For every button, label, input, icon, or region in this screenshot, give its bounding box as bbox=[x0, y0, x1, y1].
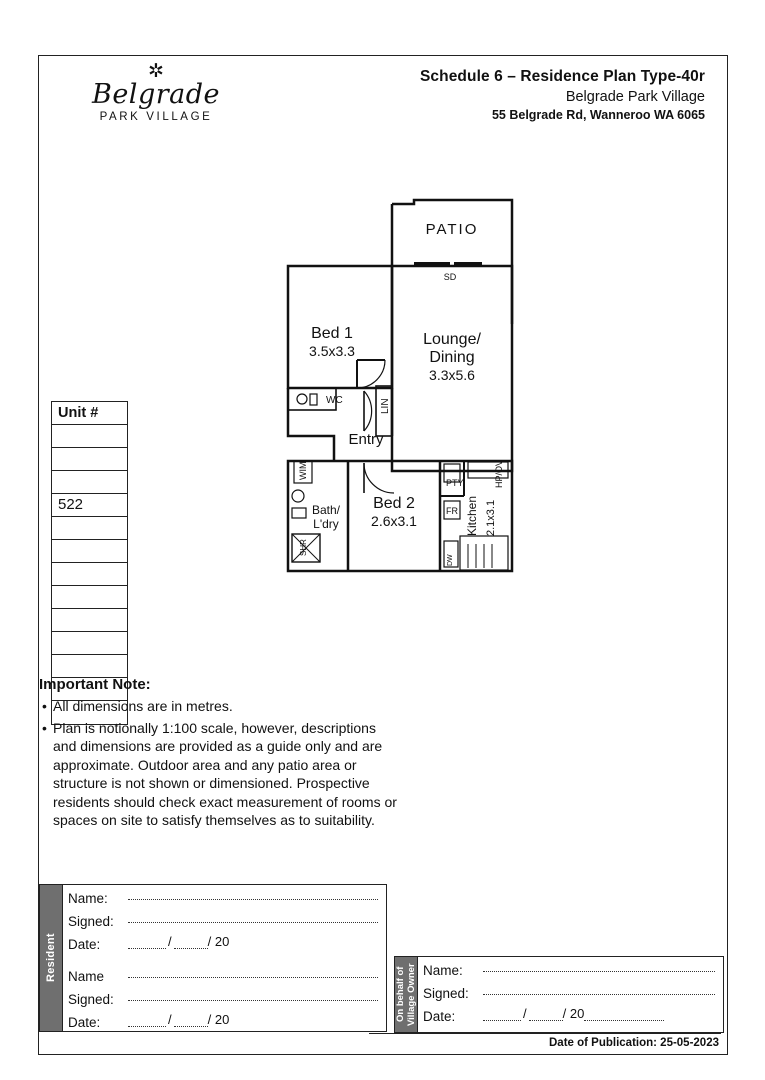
dw-label: DW bbox=[447, 554, 454, 566]
shr-label: SHR bbox=[299, 539, 308, 556]
flower-icon: ✲ bbox=[148, 61, 164, 82]
name-label-plain: Name bbox=[68, 969, 105, 984]
belgrade-logo bbox=[61, 61, 251, 123]
footer-divider bbox=[369, 1033, 721, 1034]
unit-table-row bbox=[52, 425, 127, 448]
date-day-field[interactable] bbox=[128, 1026, 166, 1027]
floor-plan bbox=[254, 196, 544, 596]
lounge-dims: 3.3x5.6 bbox=[429, 367, 475, 383]
dining-label: Dining bbox=[429, 349, 475, 366]
date-year-label: / 20 bbox=[207, 934, 230, 949]
name-label: Name: bbox=[423, 963, 463, 978]
logo-wordmark: Belgrade bbox=[91, 79, 220, 110]
laundry-label: L'dry bbox=[313, 517, 339, 531]
lounge-label: Lounge/ bbox=[423, 331, 481, 348]
date-month-field[interactable] bbox=[174, 1026, 208, 1027]
unit-table-row-selected: 522 bbox=[52, 494, 127, 517]
owner-tab-label: On behalf of Village Owner bbox=[395, 963, 417, 1026]
witness-name-field[interactable] bbox=[128, 977, 378, 978]
unit-table-row bbox=[52, 563, 127, 586]
bed1-label: Bed 1 bbox=[311, 325, 353, 342]
bullet-icon: • bbox=[42, 719, 47, 736]
bed1-dims: 3.5x3.3 bbox=[309, 343, 355, 359]
bath-label: Bath/ bbox=[311, 503, 341, 517]
owner-date-row bbox=[423, 1006, 715, 1032]
witness-date-field[interactable] bbox=[128, 1012, 378, 1027]
wc-label: WC bbox=[326, 395, 343, 406]
witness-name-row bbox=[68, 969, 378, 992]
patio-label: PATIO bbox=[425, 221, 479, 238]
publication-date: Date of Publication: 25-05-2023 bbox=[549, 1037, 719, 1049]
lin-label: LIN bbox=[380, 398, 391, 414]
owner-signed-field[interactable] bbox=[483, 994, 715, 995]
owner-name-row bbox=[423, 963, 715, 986]
note-item bbox=[42, 697, 399, 716]
resident-signature-block bbox=[39, 884, 387, 1032]
sd-label: SD bbox=[443, 272, 457, 282]
date-label: Date: bbox=[68, 1015, 101, 1030]
note-list bbox=[39, 697, 399, 830]
unit-table-row bbox=[52, 655, 127, 678]
entry-label: Entry bbox=[348, 431, 384, 448]
note-item bbox=[42, 719, 399, 830]
witness-date-row bbox=[68, 1012, 378, 1038]
hp-ov-label: HP/OV bbox=[494, 459, 504, 488]
logo-subtitle: PARK VILLAGE bbox=[99, 111, 213, 123]
owner-date-field[interactable] bbox=[483, 1006, 715, 1021]
date-label: Date: bbox=[423, 1009, 456, 1024]
resident-date-field[interactable] bbox=[128, 934, 378, 949]
owner-signature-rows bbox=[423, 963, 715, 1032]
document-header bbox=[39, 56, 727, 151]
date-year-label: / 20 bbox=[562, 1006, 585, 1021]
bed2-label: Bed 2 bbox=[373, 495, 415, 512]
header-title-block bbox=[420, 68, 705, 122]
unit-table-row bbox=[52, 609, 127, 632]
date-trailing-field[interactable] bbox=[584, 1020, 664, 1021]
date-month-field[interactable] bbox=[529, 1020, 563, 1021]
unit-table-row bbox=[52, 586, 127, 609]
owner-name-field[interactable] bbox=[483, 971, 715, 972]
resident-tab-label: Resident bbox=[45, 933, 57, 983]
date-slash: / bbox=[523, 1006, 527, 1021]
unit-table-row bbox=[52, 471, 127, 494]
signed-label: Signed: bbox=[68, 914, 114, 929]
unit-table-row bbox=[52, 632, 127, 655]
bed2-dims: 2.6x3.1 bbox=[371, 513, 417, 529]
signature-spacer bbox=[68, 960, 378, 969]
signed-label: Signed: bbox=[68, 992, 114, 1007]
owner-signature-block bbox=[394, 956, 724, 1033]
resident-name-field[interactable] bbox=[128, 899, 378, 900]
unit-table-row bbox=[52, 540, 127, 563]
important-note bbox=[39, 676, 399, 830]
unit-table-row bbox=[52, 517, 127, 540]
kitchen-dims: 2.1x3.1 bbox=[485, 499, 497, 536]
village-name: Belgrade Park Village bbox=[565, 89, 705, 105]
signed-label: Signed: bbox=[423, 986, 469, 1001]
bullet-icon: • bbox=[42, 698, 47, 714]
village-address: 55 Belgrade Rd, Wanneroo WA 6065 bbox=[491, 108, 705, 122]
date-year-label: / 20 bbox=[207, 1012, 230, 1027]
note-item-text: All dimensions are in metres. bbox=[53, 698, 233, 714]
owner-tab bbox=[395, 957, 418, 1032]
resident-tab bbox=[40, 885, 63, 1031]
resident-signed-field[interactable] bbox=[128, 922, 378, 923]
witness-signed-field[interactable] bbox=[128, 1000, 378, 1001]
unit-table-row bbox=[52, 448, 127, 471]
pty-label: PTY bbox=[446, 478, 464, 488]
date-day-field[interactable] bbox=[128, 948, 166, 949]
date-month-field[interactable] bbox=[174, 948, 208, 949]
resident-name-row bbox=[68, 891, 378, 914]
date-label: Date: bbox=[68, 937, 101, 952]
kitchen-label: Kitchen bbox=[465, 495, 479, 536]
unit-table-header: Unit # bbox=[52, 402, 127, 425]
wim-label: WIM bbox=[298, 461, 308, 480]
date-slash: / bbox=[168, 934, 172, 949]
floor-plan-svg bbox=[254, 196, 544, 596]
note-item-text: Plan is notionally 1:100 scale, however, descriptions and dimensions are provided as a guide only and are approximate. Outdoor area and any patio area or structure is not shown or dimensioned. Prospective residents should check exact measurement of rooms or spaces on site to satisfy themselves as to suitability. bbox=[53, 719, 397, 828]
page-title: Schedule 6 – Residence Plan Type-40r bbox=[419, 68, 705, 85]
fr-label: FR bbox=[446, 506, 458, 516]
name-label: Name: bbox=[68, 891, 108, 906]
resident-signature-rows bbox=[68, 891, 378, 1038]
document-page bbox=[38, 55, 728, 1055]
resident-date-row bbox=[68, 934, 378, 960]
date-day-field[interactable] bbox=[483, 1020, 521, 1021]
date-slash: / bbox=[168, 1012, 172, 1027]
note-title: Important Note: bbox=[39, 676, 151, 693]
